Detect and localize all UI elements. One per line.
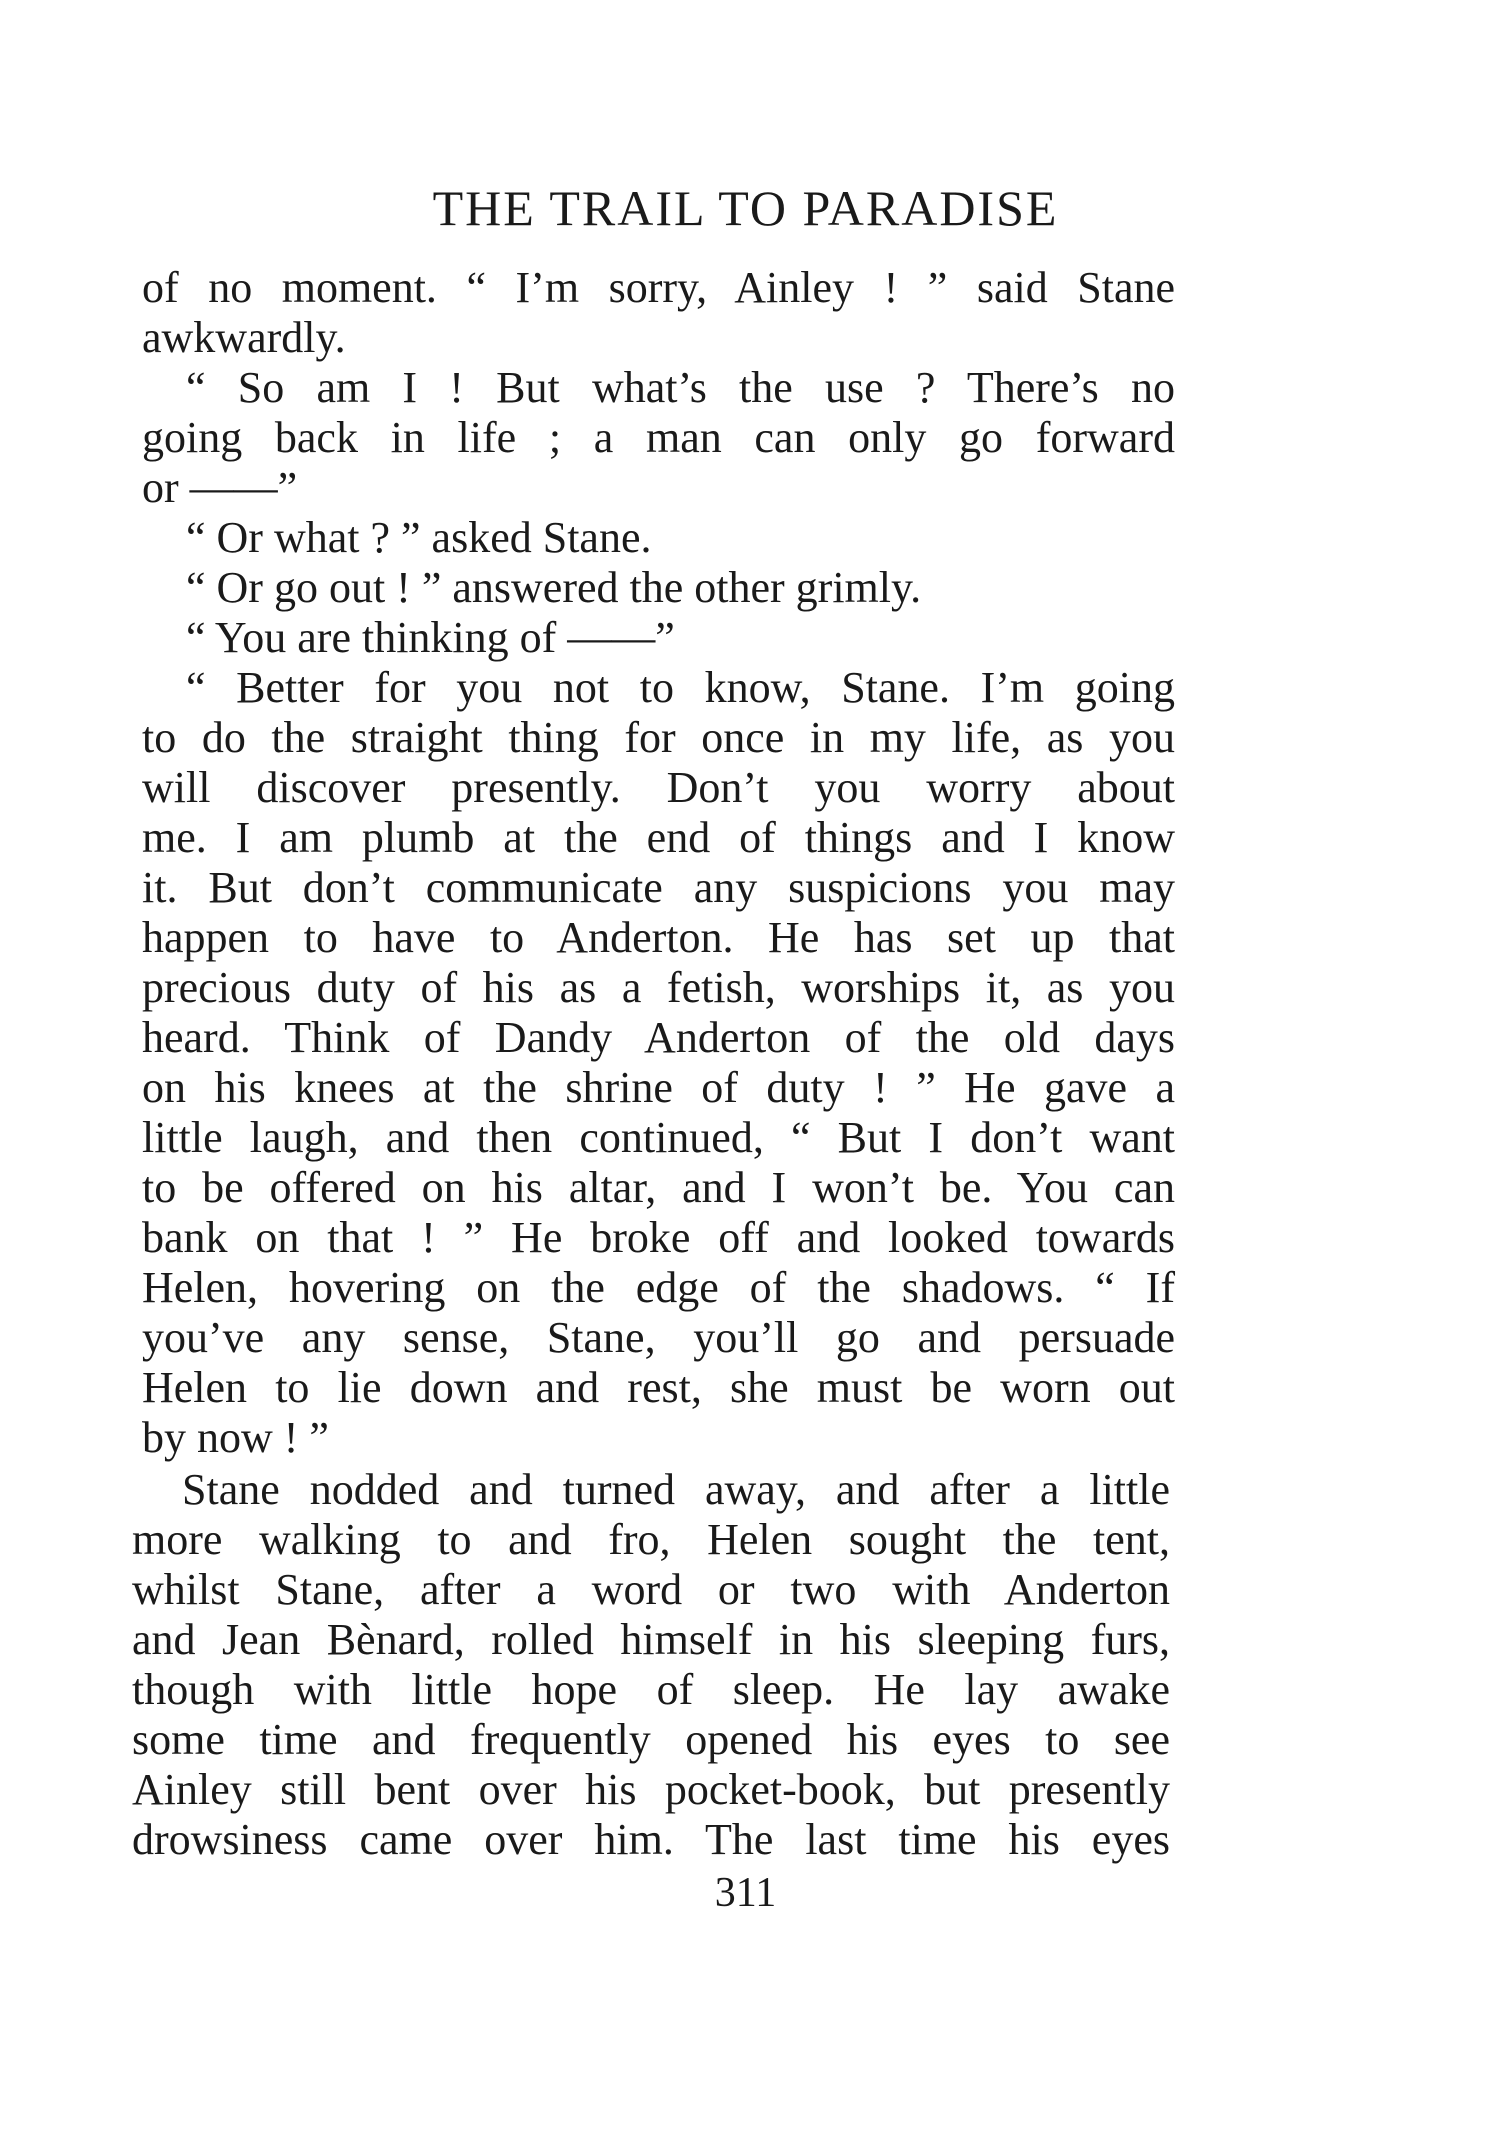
text-line-24: by now ! ”: [142, 1413, 329, 1462]
text-line-17: on his knees at the shrine of duty ! ” He gave a: [142, 1063, 1175, 1112]
text-line-2: awkwardly.: [142, 313, 346, 362]
text-line-32: drowsiness came over him. The last time his eyes: [132, 1815, 1170, 1864]
text-line-3: “ So am I ! But what’s the use ? There’s no: [186, 363, 1175, 412]
text-line-22: you’ve any sense, Stane, you’ll go and persuade: [142, 1313, 1175, 1362]
page-number: 311: [714, 1870, 777, 1916]
text-line-6: “ Or what ? ” asked Stane.: [186, 513, 652, 562]
text-line-30: some time and frequently opened his eyes to see: [132, 1715, 1170, 1764]
text-line-8: “ You are thinking of ——”: [186, 613, 675, 662]
text-line-4: going back in life ; a man can only go forward: [142, 413, 1175, 462]
text-line-26: more walking to and fro, Helen sought the tent,: [132, 1515, 1170, 1564]
text-line-18: little laugh, and then continued, “ But I don’t want: [142, 1113, 1175, 1162]
text-line-11: will discover presently. Don’t you worry about: [142, 763, 1175, 812]
text-line-7: “ Or go out ! ” answered the other grimly.: [186, 563, 922, 612]
text-line-16: heard. Think of Dandy Anderton of the old days: [142, 1013, 1175, 1062]
text-line-28: and Jean Bènard, rolled himself in his sleeping furs,: [132, 1615, 1170, 1664]
text-line-29: though with little hope of sleep. He lay awake: [132, 1665, 1170, 1714]
text-line-10: to do the straight thing for once in my life, as you: [142, 713, 1175, 762]
text-line-23: Helen to lie down and rest, she must be worn out: [142, 1363, 1175, 1412]
text-line-13: it. But don’t communicate any suspicions you may: [142, 863, 1175, 912]
text-line-15: precious duty of his as a fetish, worships it, as you: [142, 963, 1175, 1012]
text-line-20: bank on that ! ” He broke off and looked towards: [142, 1213, 1175, 1262]
text-line-21: Helen, hovering on the edge of the shadows. “ If: [142, 1263, 1175, 1312]
text-line-5: or ——”: [142, 463, 298, 512]
text-line-25: Stane nodded and turned away, and after a little: [182, 1465, 1170, 1514]
running-head: THE TRAIL TO PARADISE: [432, 180, 1059, 236]
text-line-1: of no moment. “ I’m sorry, Ainley ! ” said Stane: [142, 263, 1175, 312]
text-line-19: to be offered on his altar, and I won’t be. You can: [142, 1163, 1175, 1212]
text-line-27: whilst Stane, after a word or two with Anderton: [132, 1565, 1170, 1614]
text-line-12: me. I am plumb at the end of things and I know: [142, 813, 1175, 862]
text-line-9: “ Better for you not to know, Stane. I’m going: [186, 663, 1175, 712]
text-line-31: Ainley still bent over his pocket-book, but presently: [132, 1765, 1170, 1814]
text-line-14: happen to have to Anderton. He has set up that: [142, 913, 1175, 962]
